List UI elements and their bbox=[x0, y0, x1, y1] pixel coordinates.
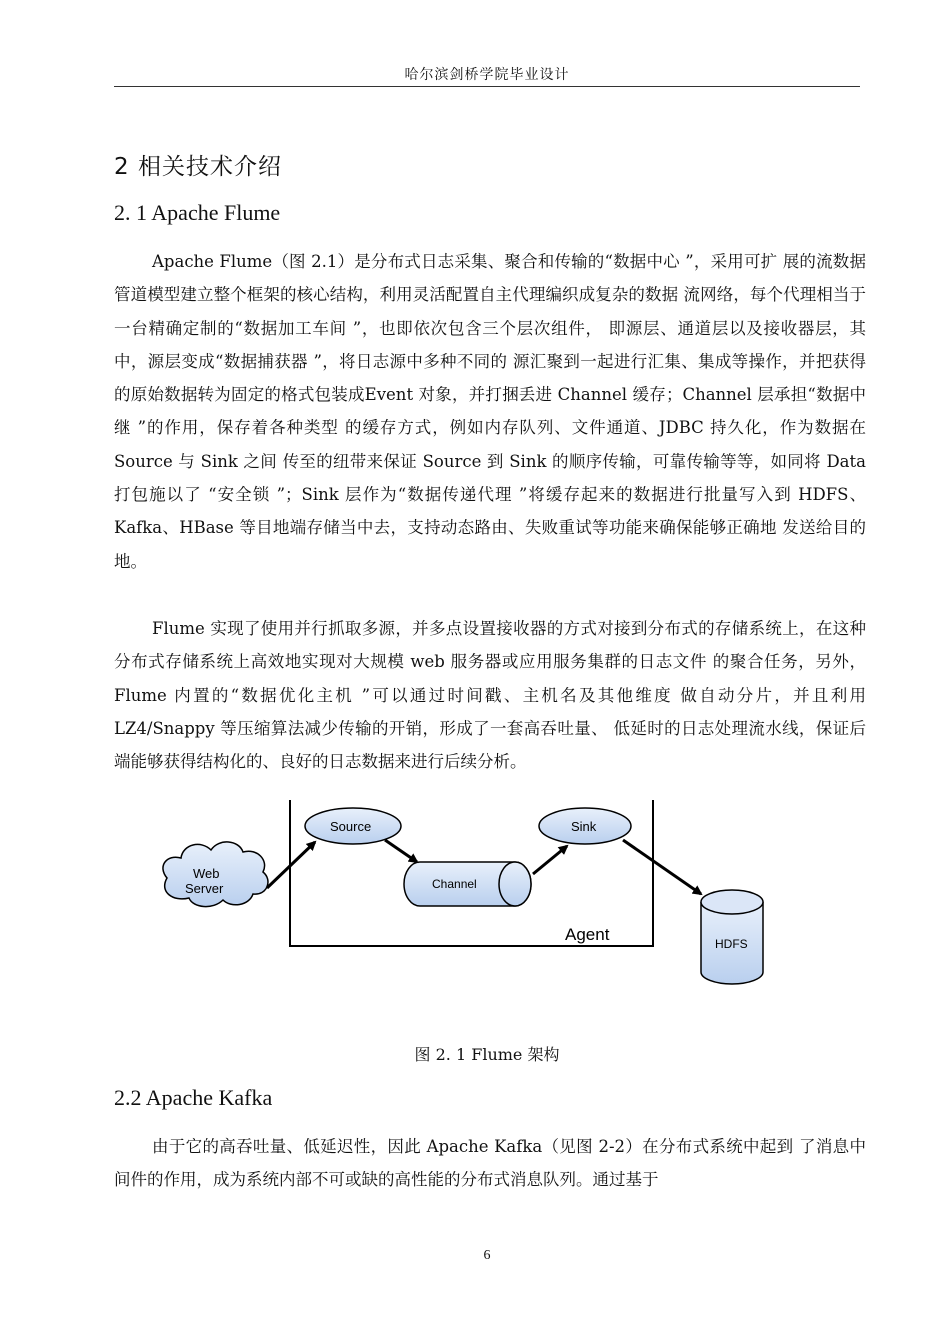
web-label-2: Server bbox=[185, 881, 224, 896]
hdfs-label: HDFS bbox=[715, 937, 748, 951]
web-label-1: Web bbox=[193, 866, 220, 881]
subsection-heading-flume: 2. 1 Apache Flume bbox=[114, 200, 281, 225]
flume-paragraph-1: Apache Flume（图 2.1）是分布式日志采集、聚合和传输的“数据中心 ”，采用可扩 展的流数据管道模型建立整个框架的核心结构，利用灵活配置自主代理编织成复杂的数据 流网络，每个代理相当于一台精确定制的“数据加工车间 ”，也即依次包含三个层次组件， 即源层、通道层以及接收器层，其中，源层变成“数据捕获器 ”，将日志源中多种不同的 源汇聚到一起进行汇集、集成等操作，并把获得的原始数据转为固定的格式包装成Event 对象，并打捆丢进 Channel 缓存；Channel 层承担“数据中继 ”的作用，保存着各种类型 的缓存方式，例如内存队列、文件通道、JDBC 持久化，作为数据在 Source 与 Sink 之间 传至的纽带来保证 Source 到 Sink 的顺序传输，可靠传输等等，如同将 Data 打包施以了 “安全锁 ”；Sink 层作为“数据传递代理 ”将缓存起来的数据进行批量写入到 HDFS、 Kafka、HBase 等目地端存储当中去，支持动态路由、失败重试等功能来确保能够正确地 发送给目的地。 bbox=[114, 252, 866, 571]
agent-label: Agent bbox=[565, 925, 610, 944]
channel-label: Channel bbox=[432, 877, 477, 891]
hdfs-top bbox=[701, 890, 763, 914]
arrow-sink-to-hdfs bbox=[623, 840, 701, 894]
subsection-heading-kafka: 2.2 Apache Kafka bbox=[114, 1085, 273, 1110]
arrow-channel-to-sink bbox=[533, 846, 567, 874]
kafka-paragraph-1: 由于它的高吞吐量、低延迟性，因此 Apache Kafka（见图 2-2）在分布式系统中起到 了消息中间件的作用，成为系统内部不可或缺的高性能的分布式消息队列。通过基于 bbox=[114, 1137, 866, 1190]
section-heading: 2 相关技术介绍 bbox=[114, 154, 282, 180]
sink-label: Sink bbox=[571, 819, 597, 834]
page-number: 6 bbox=[483, 1248, 491, 1263]
source-label: Source bbox=[330, 819, 372, 834]
flume-architecture-figure bbox=[145, 796, 785, 996]
channel-end bbox=[499, 862, 531, 906]
arrow-source-to-channel bbox=[385, 840, 417, 862]
header-rule bbox=[114, 86, 860, 87]
flume-paragraph-2: Flume 实现了使用并行抓取多源，并多点设置接收器的方式对接到分布式的存储系统上，在这种分布式存储系统上高效地实现对大规模 web 服务器或应用服务集群的日志文件 的聚合任务，另外，Flume 内置的“数据优化主机 ”可以通过时间戳、主机名及其他维度 做自动分片，并且利用LZ4/Snappy 等压缩算法减少传输的开销，形成了一套高吞吐量、 低延时的日志处理流水线，保证后端能够获得结构化的、良好的日志数据来进行后续分析。 bbox=[114, 619, 866, 772]
page-header: 哈尔滨剑桥学院毕业设计 bbox=[404, 67, 570, 83]
figure-caption: 图 2. 1 Flume 架构 bbox=[414, 1045, 560, 1064]
flume-architecture-diagram bbox=[145, 796, 785, 996]
